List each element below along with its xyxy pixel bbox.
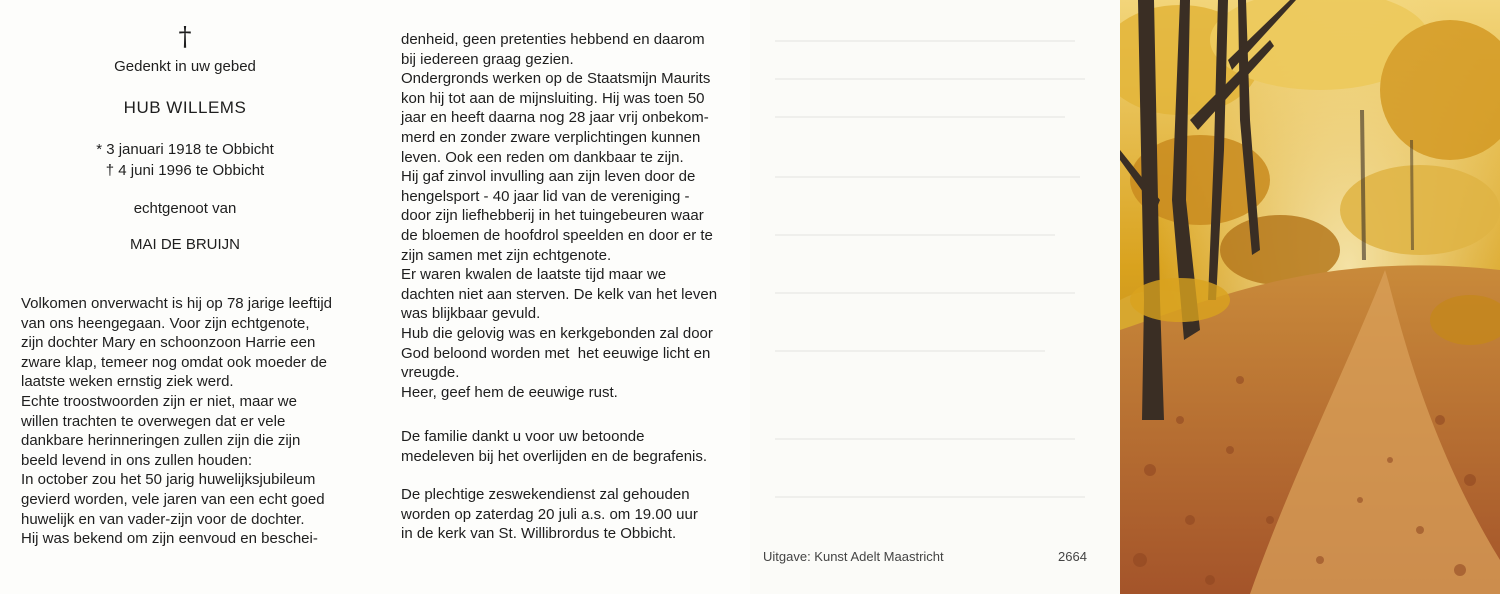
text-line: worden op zaterdag 20 juli a.s. om 19.00 uur (401, 505, 698, 523)
text-line: Hij gaf zinvol invulling aan zijn leven door de (401, 168, 696, 186)
text-line: Ondergronds werken op de Staatsmijn Maurits (401, 70, 711, 88)
back-panel (750, 0, 1120, 594)
cross-symbol: † (178, 22, 192, 52)
text-line: zware klap, temeer nog omdat ook moeder de (21, 353, 327, 371)
text-line: gevierd worden, vele jaren van een echt goed (21, 490, 325, 508)
text-line: de bloemen de hoofdrol speelden en door er te (401, 226, 713, 244)
spouse-name: MAI DE BRUIJN (129, 236, 240, 253)
text-line: kon hij tot aan de mijnsluiting. Hij was toen 50 (401, 89, 705, 107)
text-line: Heer, geef hem de eeuwige rust. (401, 383, 618, 401)
bleed-through-mark (775, 438, 1075, 440)
bleed-through-mark (775, 176, 1080, 178)
prayer-line: Gedenkt in uw gebed (114, 58, 256, 75)
text-line: willen trachten te overwegen dat er vele (21, 412, 286, 430)
text-line: zijn samen met zijn echtgenote. (401, 246, 612, 264)
autumn-forest-photo (1120, 0, 1500, 594)
text-line: was blijkbaar gevuld. (401, 305, 541, 323)
card-code: 2664 (1058, 549, 1087, 564)
life-dates (0, 139, 370, 181)
bleed-through-mark (775, 40, 1075, 42)
spouse-label: echtgenoot van (133, 200, 237, 217)
text-line: bij iedereen graag gezien. (401, 50, 574, 68)
memorial-service-notice (401, 485, 731, 544)
text-line: God beloond worden met het eeuwige licht en (401, 344, 711, 362)
text-line: dachten niet aan sterven. De kelk van het leven (401, 285, 718, 303)
text-line: medeleven bij het overlijden en de begrafenis. (401, 447, 708, 465)
text-line: merd en zonder zware verplichtingen kunnen (401, 128, 701, 146)
tribute-text-right (401, 30, 731, 402)
text-line: Echte troostwoorden zijn er niet, maar we (21, 392, 297, 410)
family-thanks (401, 427, 731, 466)
text-line: laatste weken ernstig ziek werd. (21, 373, 234, 391)
text-line: zijn dochter Mary en schoonzoon Harrie een (21, 334, 316, 352)
text-line: denheid, geen pretenties hebbend en daarom (401, 31, 705, 48)
text-line: Hub die gelovig was en kerkgebonden zal door (401, 324, 713, 342)
text-line: leven. Ook een reden om dankbaar te zijn. (401, 148, 684, 166)
text-line: vreugde. (401, 364, 460, 382)
bleed-through-mark (775, 496, 1085, 498)
bleed-through-mark (775, 292, 1075, 294)
text-line: Hij was bekend om zijn eenvoud en beschei- (21, 530, 318, 548)
text-line: In october zou het 50 jarig huwelijksjubileum (21, 471, 316, 489)
text-line: hengelsport - 40 jaar lid van de vereniging - (401, 187, 690, 205)
text-line: dankbare herinneringen zullen zijn die zijn (21, 432, 301, 450)
text-line: door zijn liefhebberij in het tuingebeuren waar (401, 207, 704, 225)
text-line: beeld levend in ons zullen houden: (21, 451, 253, 469)
text-line: De familie dankt u voor uw betoonde (401, 428, 645, 445)
publisher-credit: Uitgave: Kunst Adelt Maastricht (763, 549, 944, 564)
text-line: De plechtige zeswekendienst zal gehouden (401, 486, 690, 503)
deceased-name: HUB WILLEMS (123, 98, 247, 117)
text-line: Er waren kwalen de laatste tijd maar we (401, 266, 667, 284)
bleed-through-mark (775, 350, 1045, 352)
bleed-through-mark (775, 116, 1065, 118)
text-line: jaar en heeft daarna nog 28 jaar vrij onbekom- (401, 109, 709, 127)
text-line: in de kerk van St. Willibrordus te Obbicht. (401, 525, 677, 543)
text-line: van ons heengegaan. Voor zijn echtgenote, (21, 314, 310, 332)
text-line: Volkomen onverwacht is hij op 78 jarige leeftijd (21, 295, 333, 312)
birth-date: * 3 januari 1918 te Obbicht (96, 141, 274, 158)
text-line: huwelijk en van vader-zijn voor de dochter. (21, 510, 305, 528)
forest-illustration (1120, 0, 1500, 594)
bleed-through-mark (775, 234, 1055, 236)
death-date: † 4 juni 1996 te Obbicht (105, 162, 265, 179)
tribute-text-left (21, 294, 366, 549)
bleed-through-mark (775, 78, 1085, 80)
